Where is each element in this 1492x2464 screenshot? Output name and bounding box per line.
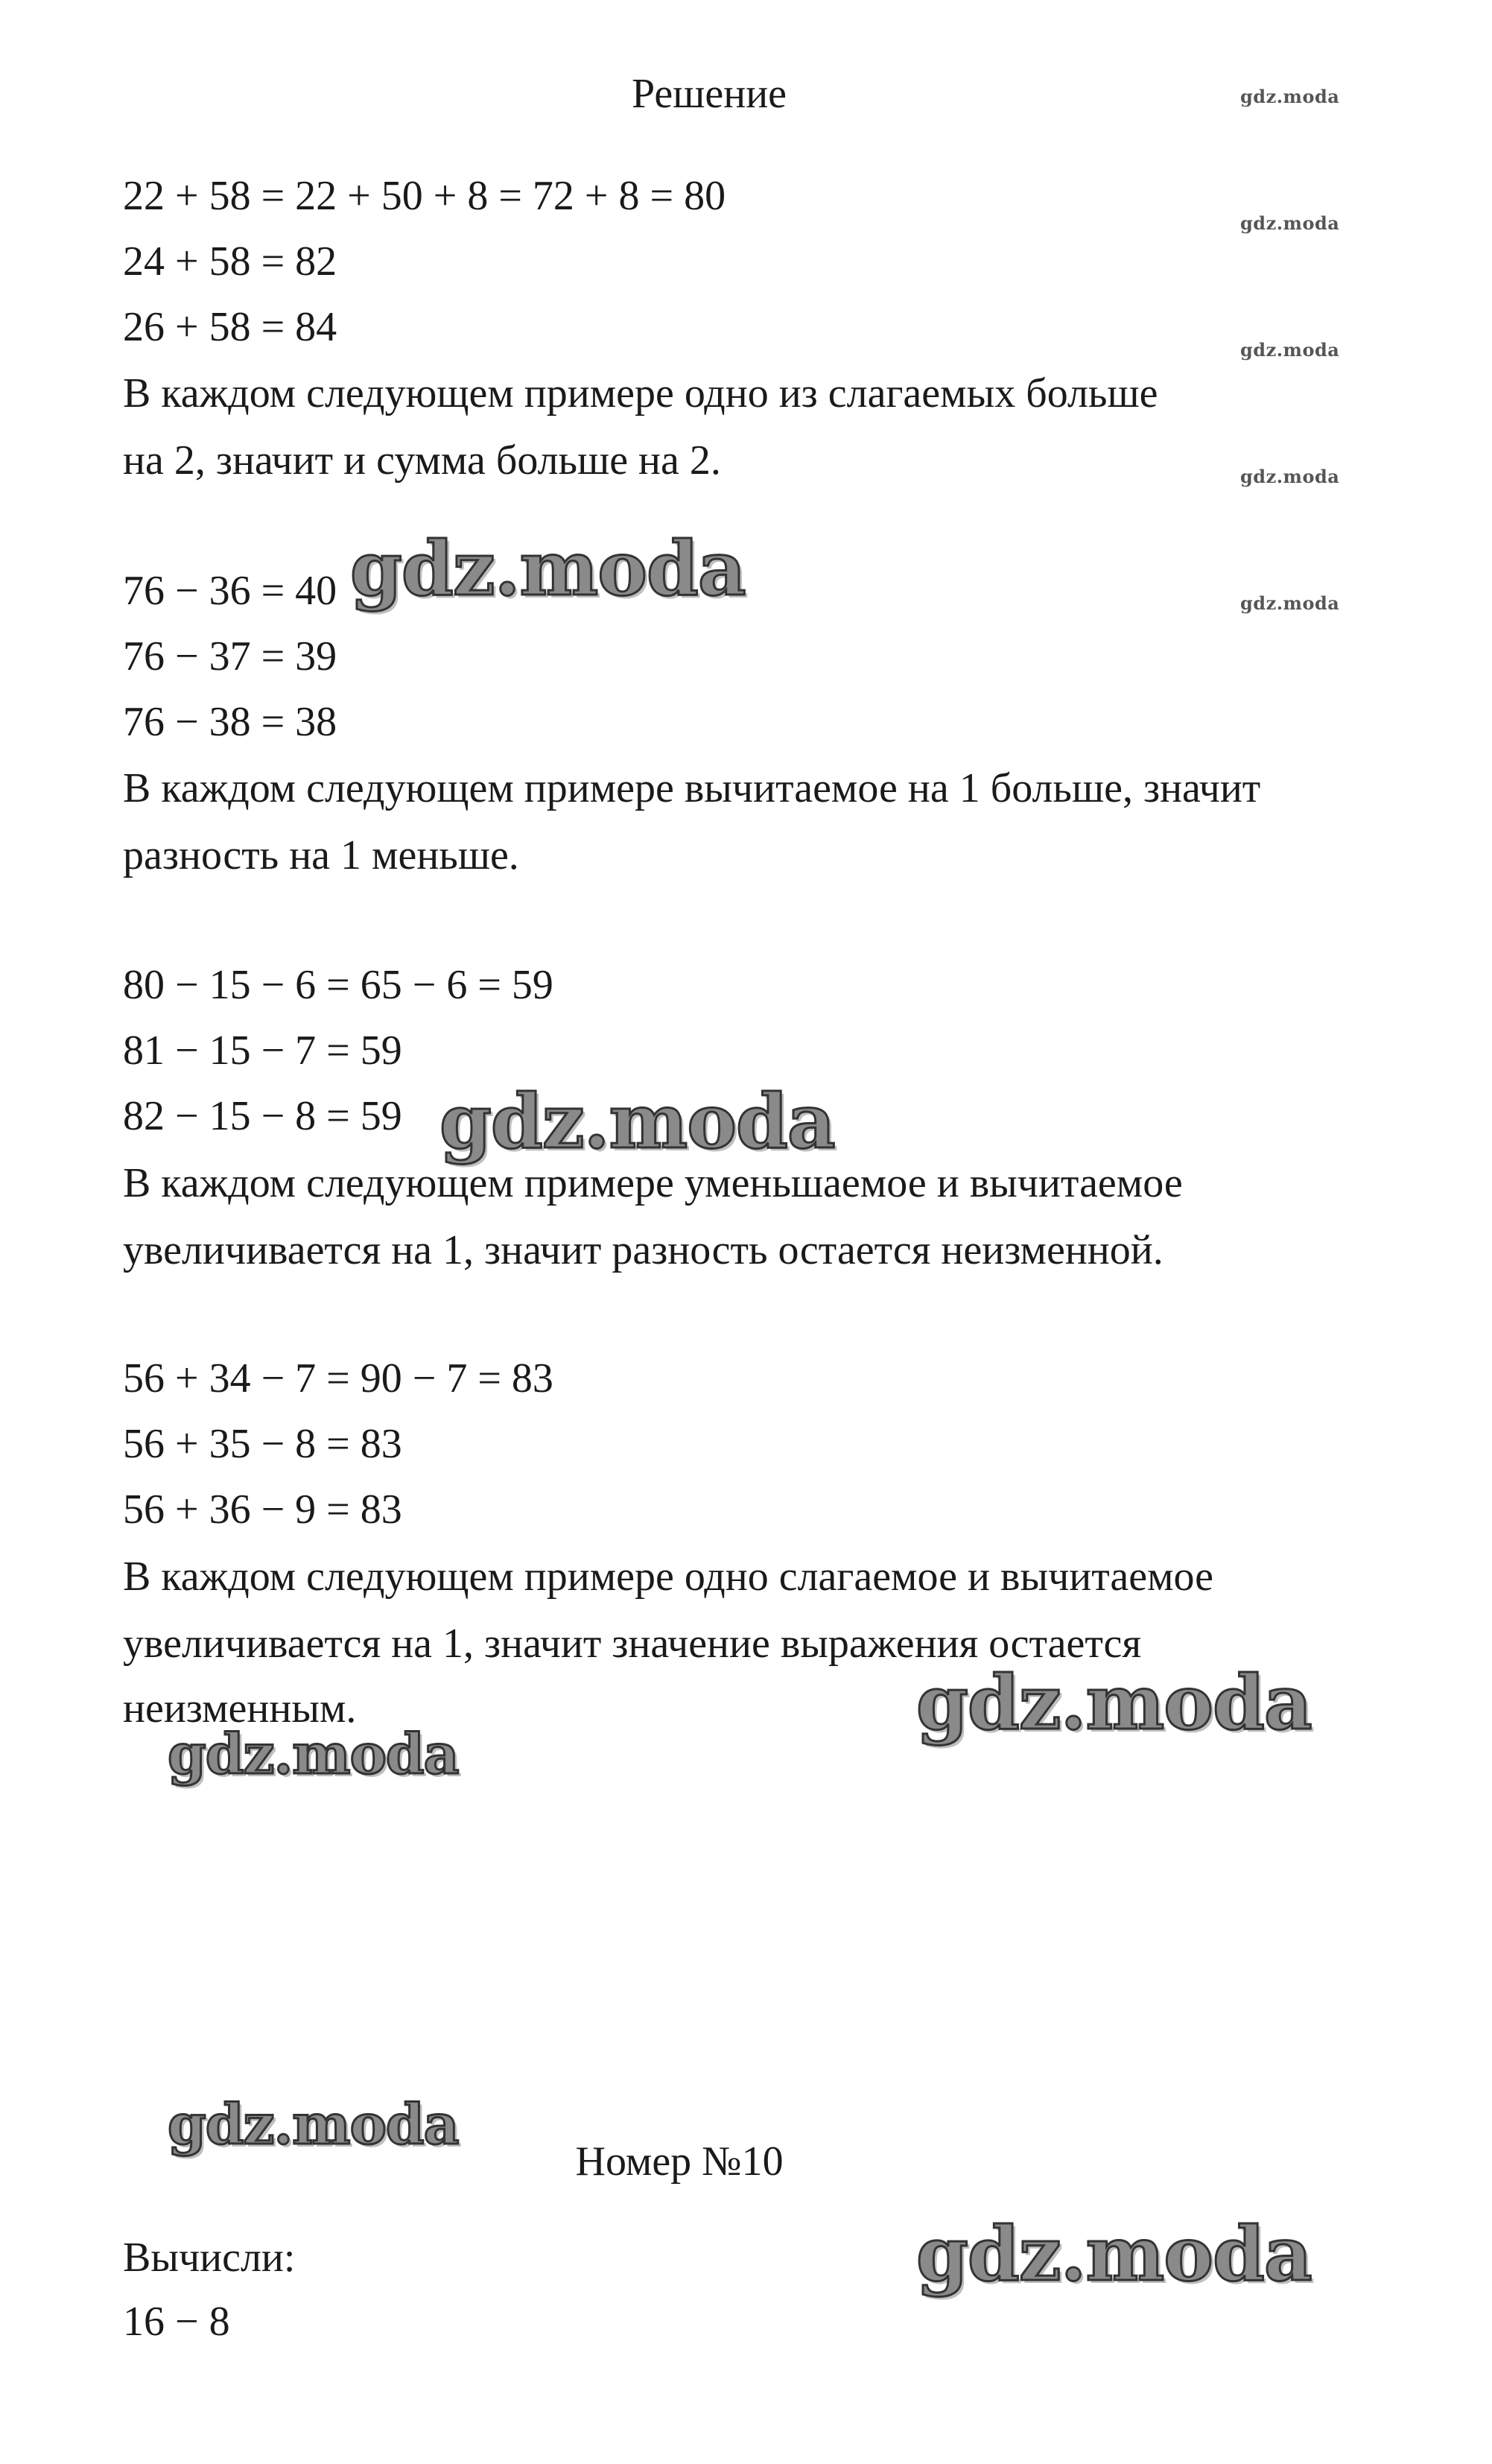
explanation-line: В каждом следующем примере уменьшаемое и вычитаемое: [123, 1160, 1183, 1206]
explanation-line: увеличивается на 1, значит значение выражения остается: [123, 1621, 1142, 1667]
equation-line: 24 + 58 = 82: [123, 238, 337, 285]
watermark-medium: gdz.moda: [168, 1723, 459, 1787]
equation-line: 81 − 15 − 7 = 59: [123, 1027, 402, 1074]
watermark-small: gdz.moda: [1240, 592, 1340, 614]
explanation-line: на 2, значит и сумма больше на 2.: [123, 437, 721, 484]
equation-line: 76 − 38 = 38: [123, 699, 337, 745]
task-prompt: Вычисли:: [123, 2235, 296, 2281]
explanation-line: разность на 1 меньше.: [123, 832, 519, 878]
equation-line: 56 + 34 − 7 = 90 − 7 = 83: [123, 1355, 553, 1402]
equation-line: 22 + 58 = 22 + 50 + 8 = 72 + 8 = 80: [123, 173, 726, 219]
watermark-small: gdz.moda: [1240, 339, 1340, 361]
watermark-large: gdz.moda: [916, 1659, 1312, 1746]
equation-line: 80 − 15 − 6 = 65 − 6 = 59: [123, 962, 553, 1008]
watermark-small: gdz.moda: [1240, 466, 1340, 487]
equation-line: 56 + 36 − 9 = 83: [123, 1486, 402, 1533]
watermark-large: gdz.moda: [439, 1077, 835, 1165]
equation-line: 56 + 35 − 8 = 83: [123, 1421, 402, 1467]
equation-line: 76 − 37 = 39: [123, 633, 337, 680]
explanation-line: В каждом следующем примере одно слагаемое и вычитаемое: [123, 1554, 1214, 1600]
explanation-line: В каждом следующем примере вычитаемое на 1 больше, значит: [123, 765, 1261, 811]
explanation-line: В каждом следующем примере одно из слагаемых больше: [123, 370, 1158, 417]
watermark-large: gdz.moda: [916, 2210, 1312, 2298]
task-expression: 16 − 8: [123, 2299, 230, 2345]
explanation-line: неизменным.: [123, 1685, 357, 1732]
watermark-medium: gdz.moda: [168, 2093, 459, 2157]
watermark-small: gdz.moda: [1240, 212, 1340, 234]
equation-line: 76 − 36 = 40: [123, 568, 337, 614]
equation-line: 82 − 15 − 8 = 59: [123, 1093, 402, 1139]
explanation-line: увеличивается на 1, значит разность остается неизменной.: [123, 1227, 1164, 1273]
equation-line: 26 + 58 = 84: [123, 304, 337, 350]
watermark-large: gdz.moda: [350, 525, 746, 612]
watermark-small: gdz.moda: [1240, 86, 1340, 107]
task-heading: Номер №10: [575, 2138, 784, 2185]
page-title: Решение: [632, 71, 787, 117]
